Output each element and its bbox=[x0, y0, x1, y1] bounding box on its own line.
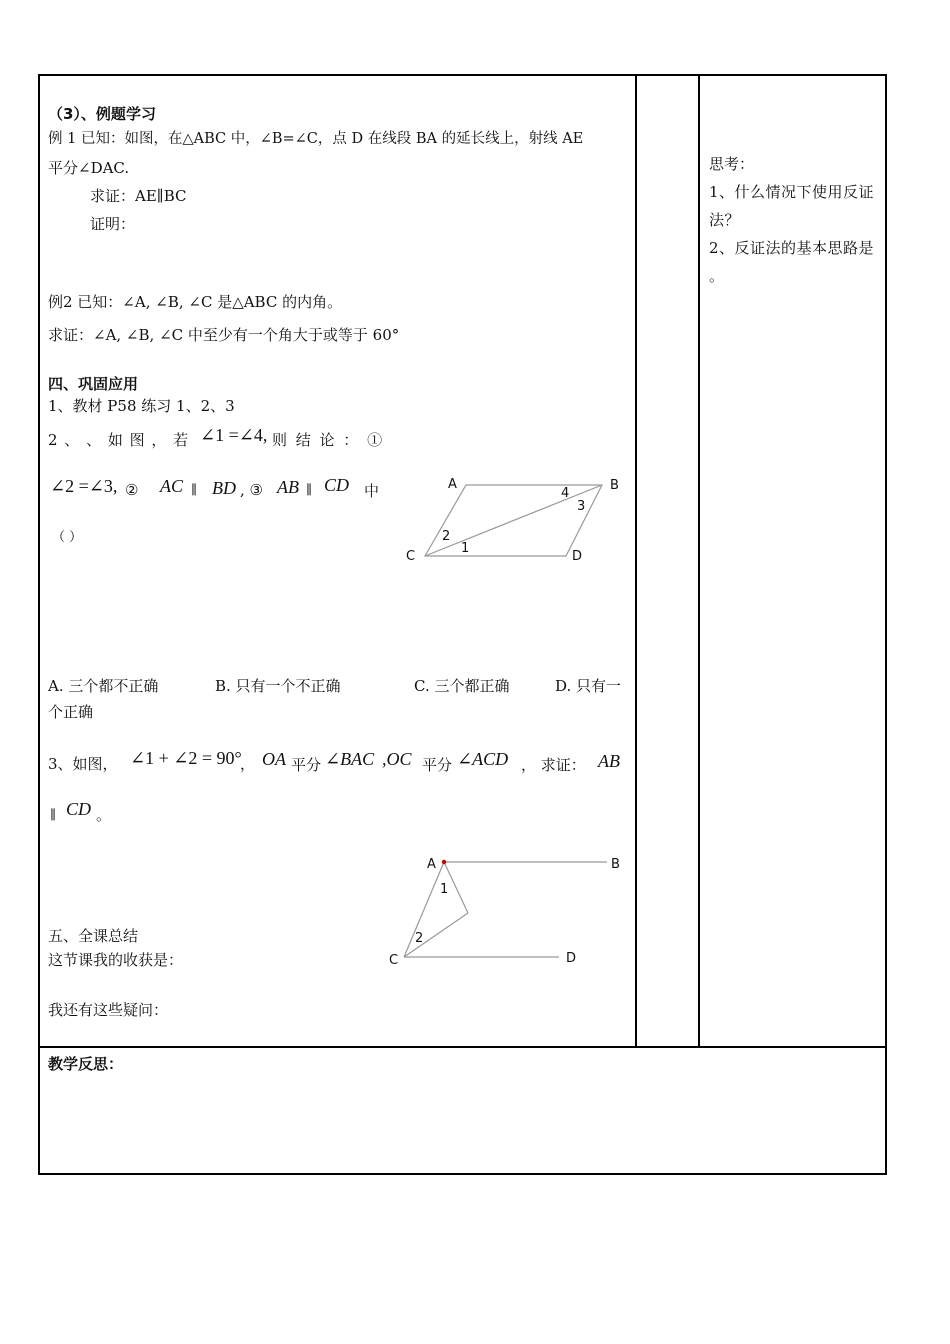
example1-prove: 求证：AE∥BC bbox=[90, 187, 187, 205]
question3-bac: ∠BAC bbox=[325, 749, 375, 769]
question1: 1、教材 P58 练习 1、2、3 bbox=[48, 397, 235, 415]
reflection-row-divider bbox=[38, 1046, 887, 1048]
column-divider-2 bbox=[698, 74, 700, 1048]
figure-parallelogram bbox=[395, 470, 635, 570]
question2-sep: , ③ bbox=[240, 481, 263, 499]
question2-parallel1: ∥ bbox=[191, 483, 198, 498]
question2-answer-paren: （ ） bbox=[52, 530, 83, 545]
question2-prefix: 2 、 、 如 图 ， 若 bbox=[48, 431, 189, 449]
option-a: A. 三个都不正确 bbox=[48, 677, 159, 695]
question3-bisect1: 平分 bbox=[291, 756, 322, 774]
fig2-label-c: C bbox=[389, 953, 399, 968]
question3-acd: ∠ACD bbox=[457, 749, 509, 769]
section5-heading: 五、全课总结 bbox=[48, 927, 139, 945]
example1-line1: 例 1 已知：如图，在△ABC 中，∠B=∠C，点 D 在线段 BA 的延长线上，射线 AE bbox=[48, 131, 584, 147]
teaching-reflection-label: 教学反思： bbox=[48, 1055, 124, 1073]
option-d: D. 只有一 bbox=[555, 677, 622, 695]
point-a-marker bbox=[442, 860, 446, 864]
fig2-angle-2: 2 bbox=[415, 931, 424, 946]
question2-suffix: 则 结 论 ： ① bbox=[272, 431, 383, 449]
option-d-continued: 个正确 bbox=[48, 703, 94, 721]
question3-parallel: ∥ bbox=[50, 808, 57, 823]
question3-cd: CD bbox=[66, 799, 92, 819]
column-divider-1 bbox=[635, 74, 637, 1048]
sidebar-question1: 1、什么情况下使用反证法？ bbox=[709, 183, 875, 229]
fig1-label-d: D bbox=[572, 549, 583, 564]
fig2-label-d: D bbox=[566, 951, 577, 966]
fig1-label-c: C bbox=[406, 549, 416, 564]
question3-comma: ， bbox=[240, 755, 256, 773]
question2-conclusion1: ∠2 =∠3, bbox=[50, 476, 118, 496]
example1-line2: 平分∠DAC. bbox=[48, 159, 130, 177]
fig1-angle-4: 4 bbox=[561, 486, 570, 501]
question3-end: 。 bbox=[96, 806, 112, 824]
section5-gain: 这节课我的收获是： bbox=[48, 951, 184, 969]
question3-ab: AB bbox=[598, 751, 620, 771]
diagonal-cb bbox=[425, 485, 602, 556]
question3-angles: ∠1 + ∠2 = 90° bbox=[130, 748, 242, 768]
option-b: B. 只有一个不正确 bbox=[215, 677, 341, 695]
question3-oc: ,OC bbox=[382, 749, 412, 769]
example2-prove: 求证：∠A, ∠B, ∠C 中至少有一个角大于或等于 60° bbox=[48, 326, 400, 344]
section5-doubt: 我还有这些疑问： bbox=[48, 1001, 169, 1019]
question2-mark2: ② bbox=[125, 481, 139, 499]
question2-parallel2: ∥ bbox=[306, 483, 313, 498]
question3-oa: OA bbox=[262, 749, 286, 769]
fig2-label-b: B bbox=[611, 857, 620, 872]
fig1-label-a: A bbox=[448, 477, 457, 492]
question2-zhong: 中 bbox=[364, 482, 380, 500]
question3-bisect2: 平分 bbox=[422, 756, 453, 774]
question3-prefix: 3、如图， bbox=[48, 755, 118, 773]
section4-heading: 四、巩固应用 bbox=[48, 375, 139, 393]
example1-proof: 证明： bbox=[90, 215, 136, 233]
option-c: C. 三个都正确 bbox=[414, 677, 510, 695]
question2-cd: CD bbox=[324, 475, 350, 495]
sidebar-end: 。 bbox=[709, 267, 725, 285]
fig1-angle-3: 3 bbox=[577, 499, 586, 514]
question2-ab: AB bbox=[277, 477, 299, 497]
fig1-angle-1: 1 bbox=[461, 541, 470, 556]
question2-condition: ∠1 =∠4, bbox=[200, 425, 268, 445]
fig2-angle-1: 1 bbox=[440, 882, 449, 897]
fig2-label-a: A bbox=[427, 857, 436, 872]
question2-bd: BD bbox=[212, 478, 236, 498]
section3-heading: （3）、例题学习 bbox=[48, 105, 156, 123]
sidebar-think: 思考： bbox=[709, 155, 755, 173]
question3-prove: ， 求证： bbox=[521, 756, 586, 774]
example2-given: 例2 已知：∠A, ∠B, ∠C 是△ABC 的内角。 bbox=[48, 293, 343, 311]
fig1-label-b: B bbox=[610, 478, 619, 493]
question2-ac: AC bbox=[160, 476, 184, 496]
sidebar-question2: 2、反证法的基本思路是 bbox=[709, 239, 875, 257]
fig1-angle-2: 2 bbox=[442, 529, 451, 544]
sidebar-think-column bbox=[709, 150, 881, 290]
figure-parallel-lines bbox=[385, 848, 635, 973]
